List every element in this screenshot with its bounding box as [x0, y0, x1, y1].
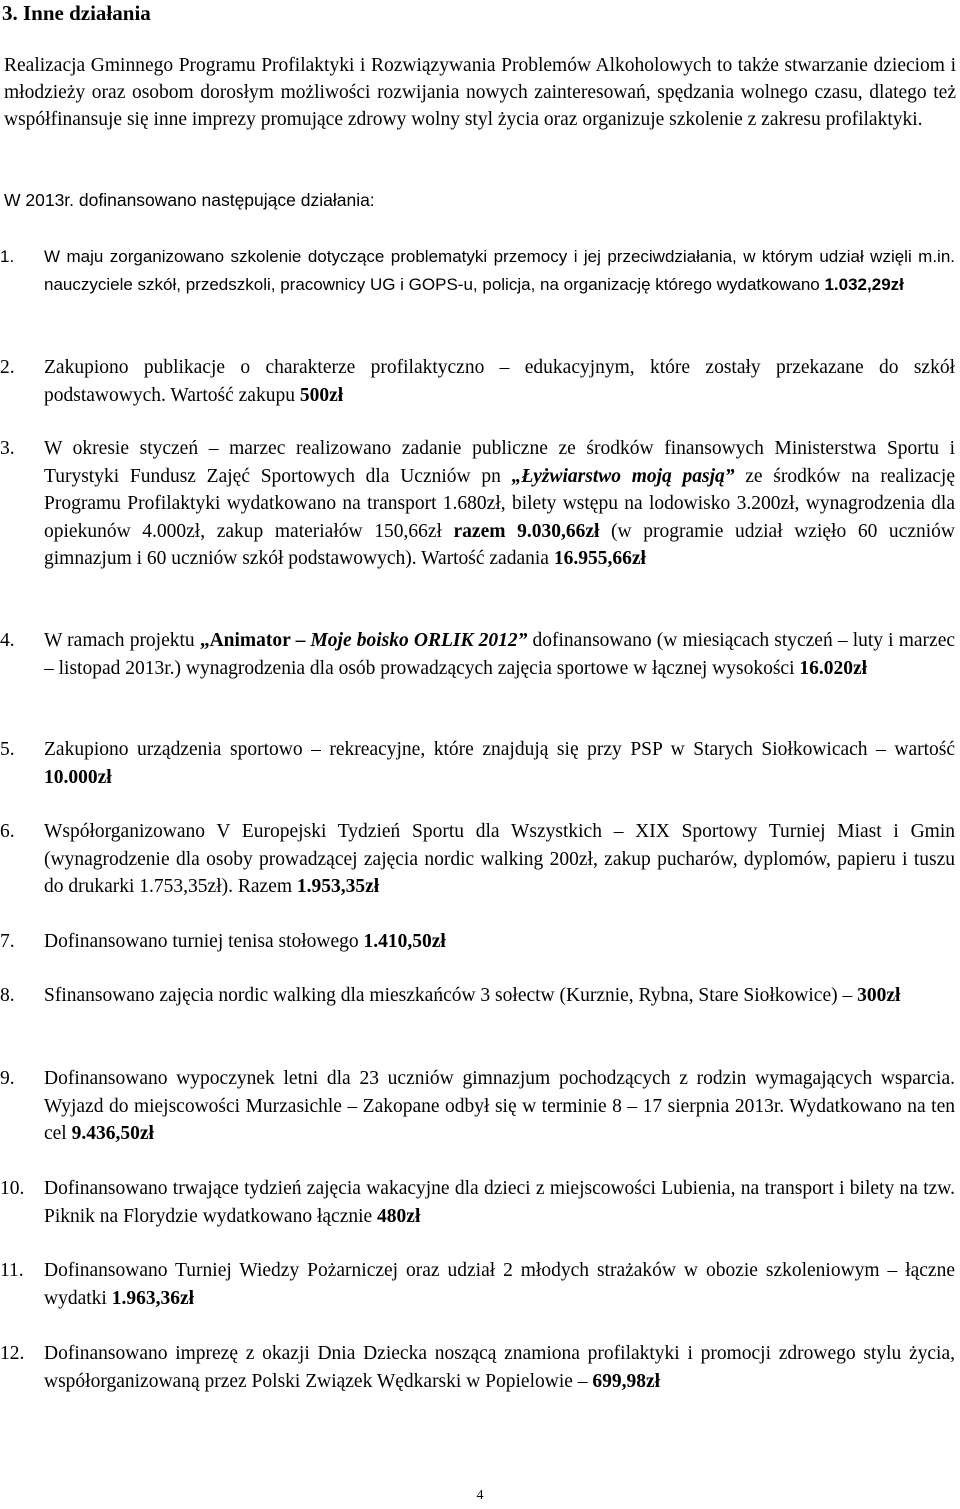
list-item-amount: 16.955,66zł: [553, 548, 646, 569]
list-item: [0, 435, 955, 573]
list-item-text: Zakupiono publikacje o charakterze profilaktyczno – edukacyjnym, które zostały przekazane do szkół podstawowych. Wartość zakupu: [44, 357, 955, 406]
list-item: [0, 627, 955, 682]
list-item: [0, 982, 955, 1010]
list-item-amount: 1.963,36zł: [111, 1287, 195, 1309]
list-item-text: W ramach projektu: [44, 630, 200, 651]
list-item: [0, 1175, 955, 1230]
list-item-number: 8.: [0, 985, 15, 1006]
list-item-text: Dofinansowano imprezę z okazji Dnia Dziecka noszącą znamiona profilaktyki i promocji zdrowego stylu życia, współorganizowaną przez Polski Związek Wędkarski w Popielowie –: [44, 1343, 955, 1392]
list-item-text: Dofinansowano wypoczynek letni dla 23 uczniów gimnazjum pochodzących z rodzin wymagających wsparcia. Wyjazd do miejscowości Murzasichle – Zakopane odbył się w terminie 8 – 17 sierpnia 2013r. Wydatkowano na ten cel: [44, 1068, 955, 1144]
list-item-amount: 480zł: [377, 1205, 421, 1227]
list-item: [0, 1257, 955, 1312]
list-item-number: 11.: [0, 1260, 24, 1281]
list-item-amount: 500zł: [299, 384, 344, 406]
list-item: [0, 243, 955, 298]
list-item-amount: 699,98zł: [592, 1370, 661, 1392]
list-item: [0, 354, 955, 409]
list-item-title: „Animator –: [199, 630, 311, 651]
section-heading: 3. Inne działania: [2, 1, 151, 25]
list-item: [0, 818, 955, 901]
list-item-text: Sfinansowano zajęcia nordic walking dla mieszkańców 3 sołectw (Kurznie, Rybna, Stare Siołkowice) –: [44, 985, 858, 1006]
list-item-number: 3.: [0, 438, 15, 459]
list-item-number: 10.: [0, 1178, 25, 1199]
list-item-text: dofinansowano (w miesiącach styczeń – luty i marzec – listopad 2013r.) wynagrodzenia dla osób prowadzących zajęcia sportowe w łącznej wysokości: [44, 630, 956, 679]
list-item-amount: 300zł: [857, 985, 901, 1006]
list-item-text: Dofinansowano Turniej Wiedzy Pożarniczej oraz udział 2 młodych strażaków w obozie szkoleniowym – łączne wydatki: [44, 1260, 955, 1309]
list-item-number: 12.: [0, 1343, 25, 1364]
list-item-total: razem 9.030,66zł: [453, 520, 600, 542]
list-item-number: 2.: [0, 357, 15, 378]
list-item-text: Współorganizowano V Europejski Tydzień Sportu dla Wszystkich – XIX Sportowy Turniej Miast i Gmin (wynagrodzenie dla osoby prowadzącej zajęcia nordic walking 200zł, zakup pucharów, dyplomów, papieru i tuszu do drukarki 1.753,35zł). Razem: [44, 821, 955, 897]
list-item-number: 6.: [0, 821, 15, 842]
intro-lead: W 2013r. dofinansowano następujące działania:: [4, 190, 375, 210]
list-item-text: (w programie udział wzięło 60 uczniów gimnazjum i 60 uczniów szkół podstawowych). Wartość zadania: [44, 520, 955, 569]
list-item-number: 5.: [0, 739, 15, 760]
list-item: [0, 928, 955, 956]
list-item-text: Zakupiono urządzenia sportowo – rekreacyjne, które znajdują się przy PSP w Starych Siołkowicach – wartość: [44, 739, 955, 760]
page-number: 4: [476, 1488, 484, 1503]
list-item-amount: 1.410,50zł: [363, 931, 446, 952]
list-item-text: W maju zorganizowano szkolenie dotyczące problematyki przemocy i jej przeciwdziałania, w którym udział wzięli m.in. nauczyciele szkół, przedszkoli, pracownicy UG i GOPS-u, policja, na organizację którego wydatkowano: [44, 247, 955, 294]
list-item-number: 4.: [0, 630, 15, 651]
list-item-amount: 16.020zł: [799, 657, 868, 679]
list-item-title: Moje boisko ORLIK 2012”: [310, 630, 528, 651]
list-item-amount: 9.436,50zł: [71, 1123, 154, 1144]
list-item-number: 9.: [0, 1068, 15, 1089]
list-item-text: W okresie styczeń – marzec realizowano zadanie publiczne ze środków finansowych Ministerstwa Sportu i Turystyki Fundusz Zajęć Sportowych dla Uczniów pn: [44, 438, 955, 487]
list-item: [0, 1340, 955, 1395]
list-item: [0, 1065, 955, 1148]
list-item-text: Dofinansowano trwające tydzień zajęcia wakacyjne dla dzieci z miejscowości Lubienia, na transport i bilety na tzw. Piknik na Florydzie wydatkowano łącznie: [44, 1178, 955, 1227]
list-item-amount: 10.000zł: [44, 766, 112, 788]
list-item-number: 1.: [0, 247, 15, 266]
list-item-amount: 1.953,35zł: [296, 876, 380, 897]
list-item-amount: 1.032,29zł: [824, 274, 904, 294]
list-item-text: Dofinansowano turniej tenisa stołowego: [44, 931, 364, 952]
list-item-number: 7.: [0, 931, 15, 952]
list-item-text: ze środków na realizację Programu Profilaktyki wydatkowano na transport 1.680zł, bilety wstępu na lodowisko 3.200zł, wynagrodzenia dla opiekunów 4.000zł, zakup materiałów 150,66zł: [44, 465, 955, 542]
list-item: [0, 736, 955, 791]
intro-paragraph: Realizacja Gminnego Programu Profilaktyki i Rozwiązywania Problemów Alkoholowych to także stwarzanie dzieciom i młodzieży oraz osobom dorosłym możliwości rozwijania nowych zainteresowań, spędzania wolnego czasu, dlatego też współfinansuje się inne imprezy promujące zdrowy wolny styl życia oraz organizuje szkolenie z zakresu profilaktyki.: [4, 55, 956, 130]
list-item-title: „Łyżwiarstwo moją pasją”: [511, 465, 735, 487]
